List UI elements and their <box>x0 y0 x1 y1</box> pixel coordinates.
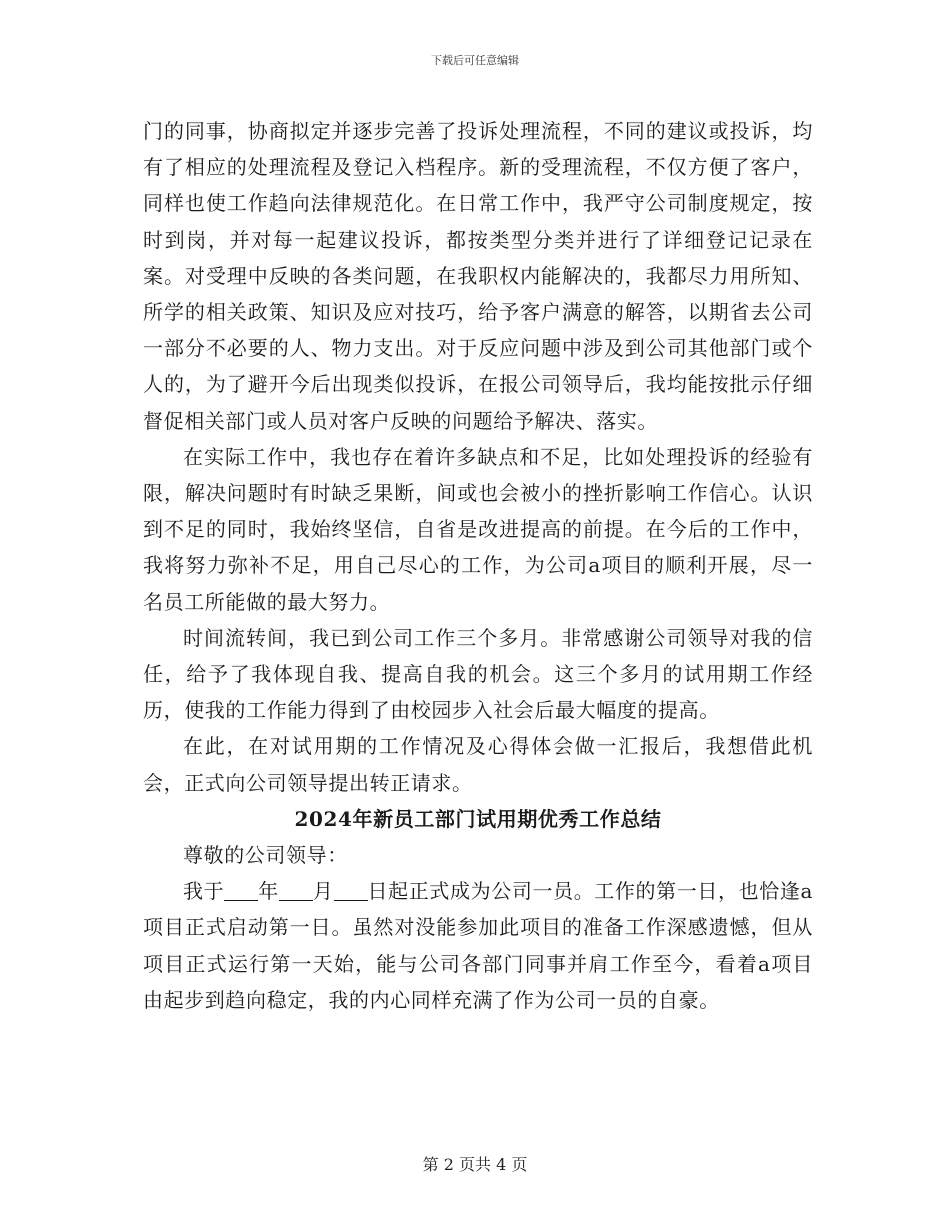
paragraph-intro <box>143 873 813 1018</box>
page-header-note: 下载后可任意编辑 <box>431 54 519 67</box>
paragraph-request: 在此，在对试用期的工作情况及心得体会做一汇报后，我想借此机会，正式向公司领导提出转正请求。 <box>143 734 813 795</box>
intro-text-start: 我于 <box>183 879 225 904</box>
document-body <box>143 113 813 1018</box>
section-title: 2024年新员工部门试用期优秀工作总结 <box>294 806 662 831</box>
page-number: 第 2 页共 4 页 <box>422 1155 528 1174</box>
blank-day <box>334 880 368 901</box>
paragraph-shortcomings: 在实际工作中，我也存在着许多缺点和不足，比如处理投诉的经验有限，解决问题时有时缺乏果断，间或也会被小的挫折影响工作信心。认识到不足的同时，我始终坚信，自省是改进提高的前提。在今后的工作中，我将努力弥补不足，用自己尽心的工作，为公司a项目的顺利开展，尽一名员工所能做的最大努力。 <box>143 444 813 614</box>
intro-text-month: 月 <box>312 879 334 904</box>
salutation: 尊敬的公司领导： <box>183 843 348 868</box>
blank-year <box>224 880 258 901</box>
paragraph-gratitude: 时间流转间，我已到公司工作三个多月。非常感谢公司领导对我的信任，给予了我体现自我、提高自我的机会。这三个多月的试用期工作经历，使我的工作能力得到了由校园步入社会后最大幅度的提高。 <box>143 625 813 723</box>
intro-text-year: 年 <box>258 879 279 904</box>
paragraph-continuation: 门的同事，协商拟定并逐步完善了投诉处理流程，不同的建议或投诉，均有了相应的处理流程及登记入档程序。新的受理流程，不仅方便了客户，同样也使工作趋向法律规范化。在日常工作中，我严守公司制度规定，按时到岗，并对每一起建议投诉，都按类型分类并进行了详细登记记录在案。对受理中反映的各类问题，在我职权内能解决的，我都尽力用所知、所学的相关政策、知识及应对技巧，给予客户满意的解答，以期省去公司一部分不必要的人、物力支出。对于反应问题中涉及到公司其他部门或个人的，为了避开今后出现类似投诉，在报公司领导后，我均能按批示仔细督促相关部门或人员对客户反映的问题给予解决、落实。 <box>143 119 813 433</box>
intro-text-rest: 日起正式成为公司一员。工作的第一日，也恰逢a项目正式启动第一日。虽然对没能参加此项目的准备工作深感遗憾，但从项目正式运行第一天始，能与公司各部门同事并肩工作至今，看着a项目由起步到趋向稳定，我的内心同样充满了作为公司一员的自豪。 <box>143 879 813 1012</box>
blank-month <box>279 880 313 901</box>
